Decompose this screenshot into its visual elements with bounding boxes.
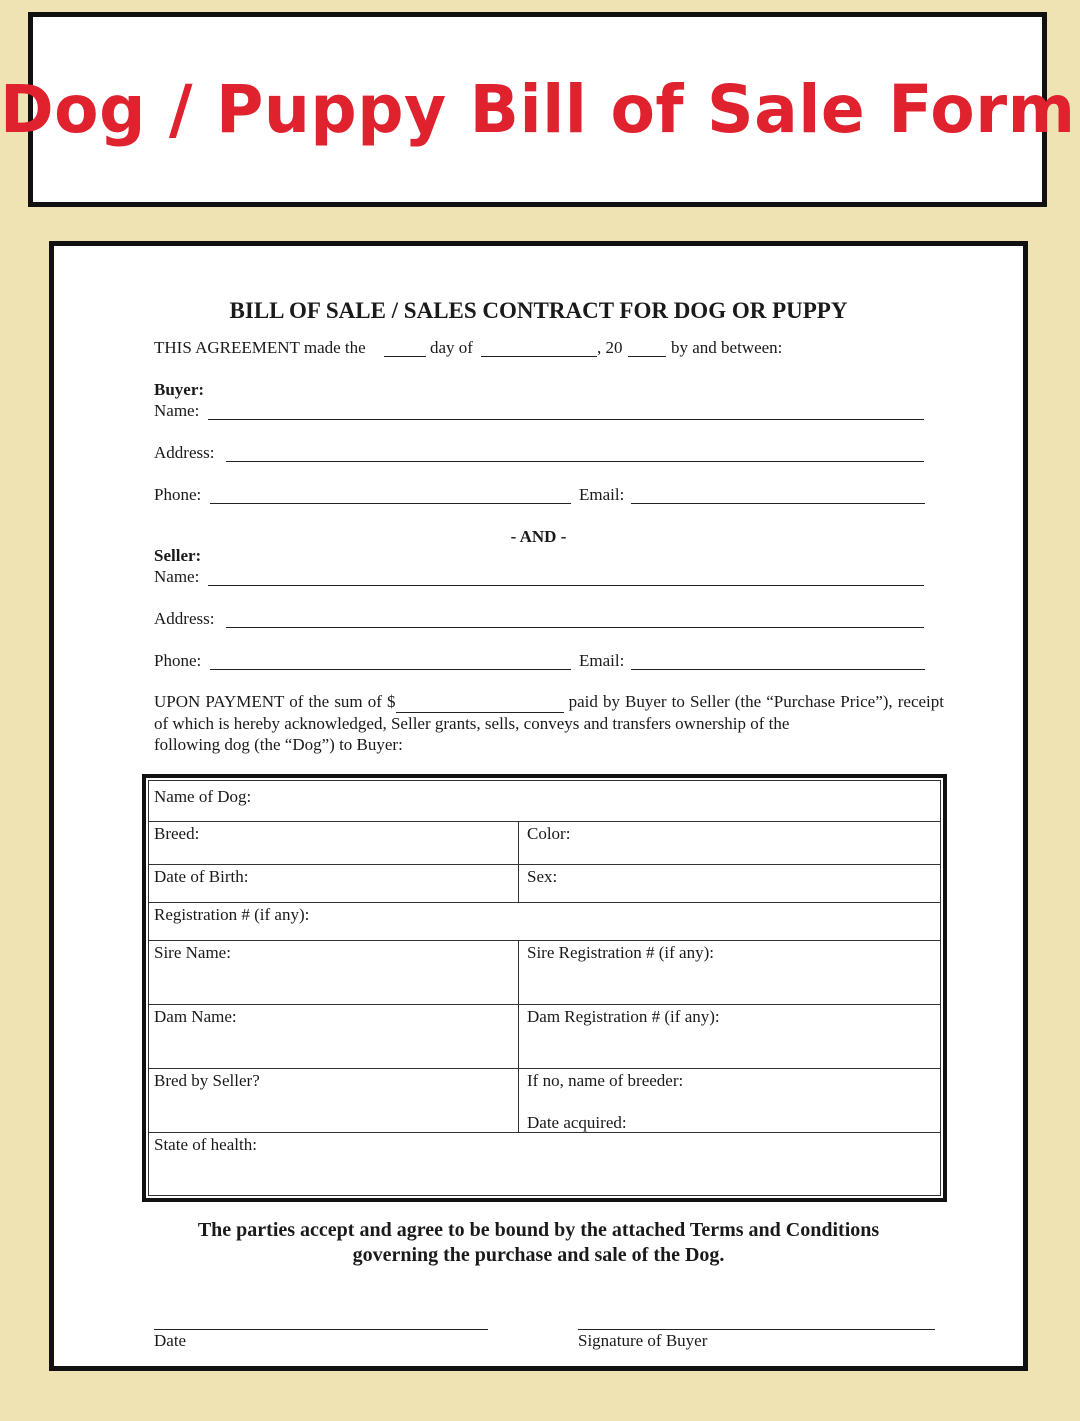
table-column-divider	[518, 940, 519, 1132]
color-field[interactable]: Color:	[527, 824, 571, 843]
buyer-email-label: Email:	[579, 485, 625, 504]
registration-field[interactable]: Registration # (if any):	[154, 905, 310, 924]
date-label: Date	[154, 1331, 187, 1350]
buyer-signature-label: Signature of Buyer	[578, 1331, 708, 1350]
payment-paragraph	[154, 691, 944, 755]
form-page	[49, 241, 1028, 1371]
buyer-phone-label: Phone:	[154, 485, 202, 504]
seller-heading: Seller:	[154, 546, 202, 565]
dam-name-field[interactable]: Dam Name:	[154, 1007, 237, 1026]
sex-field[interactable]: Sex:	[527, 867, 558, 886]
agreement-text-4: by and between:	[671, 338, 783, 357]
payment-text-1: UPON PAYMENT of the sum of $	[154, 692, 396, 711]
sire-name-field[interactable]: Sire Name:	[154, 943, 231, 962]
table-column-divider	[518, 821, 519, 902]
terms-line-2: governing the purchase and sale of the Dog.	[352, 1244, 725, 1266]
breed-field[interactable]: Breed:	[154, 824, 200, 843]
payment-text-3: following dog (the “Dog”) to Buyer:	[154, 735, 403, 754]
buyer-email-field[interactable]	[631, 503, 925, 504]
terms-line-1: The parties accept and agree to be bound by the attached Terms and Conditions	[197, 1219, 880, 1241]
payment-text-2: paid by Buyer to Seller (the “Purchase Price”), receipt of which is hereby acknowledged, Seller grants, sells, conveys and transfers ownership of the	[154, 692, 944, 733]
purchase-price-field[interactable]	[396, 691, 564, 713]
date-signature-line[interactable]	[154, 1329, 488, 1330]
form-title: BILL OF SALE / SALES CONTRACT FOR DOG OR PUPPY	[229, 298, 848, 323]
seller-address-field[interactable]	[226, 627, 924, 628]
dam-registration-field[interactable]: Dam Registration # (if any):	[527, 1007, 720, 1026]
buyer-address-field[interactable]	[226, 461, 924, 462]
buyer-signature-line[interactable]	[578, 1329, 935, 1330]
agreement-month-field[interactable]	[481, 356, 597, 357]
table-divider	[149, 864, 940, 865]
name-of-dog-field[interactable]: Name of Dog:	[154, 787, 252, 806]
buyer-address-label: Address:	[154, 443, 215, 462]
and-separator: - AND -	[510, 527, 567, 546]
state-of-health-field[interactable]: State of health:	[154, 1135, 257, 1154]
buyer-name-label: Name:	[154, 401, 200, 420]
seller-email-field[interactable]	[631, 669, 925, 670]
agreement-text-2: day of	[430, 338, 473, 357]
date-acquired-field[interactable]: Date acquired:	[527, 1113, 627, 1132]
agreement-year-field[interactable]	[628, 356, 666, 357]
table-divider	[149, 1068, 940, 1069]
table-divider	[149, 940, 940, 941]
banner	[0, 12, 1076, 207]
dog-details-table	[142, 774, 947, 1202]
table-divider	[149, 902, 940, 903]
agreement-text-3: , 20	[597, 338, 623, 357]
bred-by-seller-field[interactable]: Bred by Seller?	[154, 1071, 260, 1090]
seller-email-label: Email:	[579, 651, 625, 670]
buyer-phone-field[interactable]	[210, 503, 571, 504]
seller-name-field[interactable]	[208, 585, 924, 586]
table-divider	[149, 821, 940, 822]
seller-phone-field[interactable]	[210, 669, 571, 670]
seller-phone-label: Phone:	[154, 651, 202, 670]
seller-address-label: Address:	[154, 609, 215, 628]
agreement-text-1: THIS AGREEMENT made the	[154, 338, 366, 357]
breeder-name-field[interactable]: If no, name of breeder:	[527, 1071, 684, 1090]
terms-statement	[54, 1218, 1023, 1268]
dog-details-grid	[148, 780, 941, 1196]
buyer-heading: Buyer:	[154, 380, 205, 399]
agreement-day-field[interactable]	[384, 356, 426, 357]
table-divider	[149, 1004, 940, 1005]
buyer-name-field[interactable]	[208, 419, 924, 420]
banner-title: Dog / Puppy Bill of Sale Form	[0, 71, 1076, 148]
seller-name-label: Name:	[154, 567, 200, 586]
date-of-birth-field[interactable]: Date of Birth:	[154, 867, 249, 886]
sire-registration-field[interactable]: Sire Registration # (if any):	[527, 943, 714, 962]
